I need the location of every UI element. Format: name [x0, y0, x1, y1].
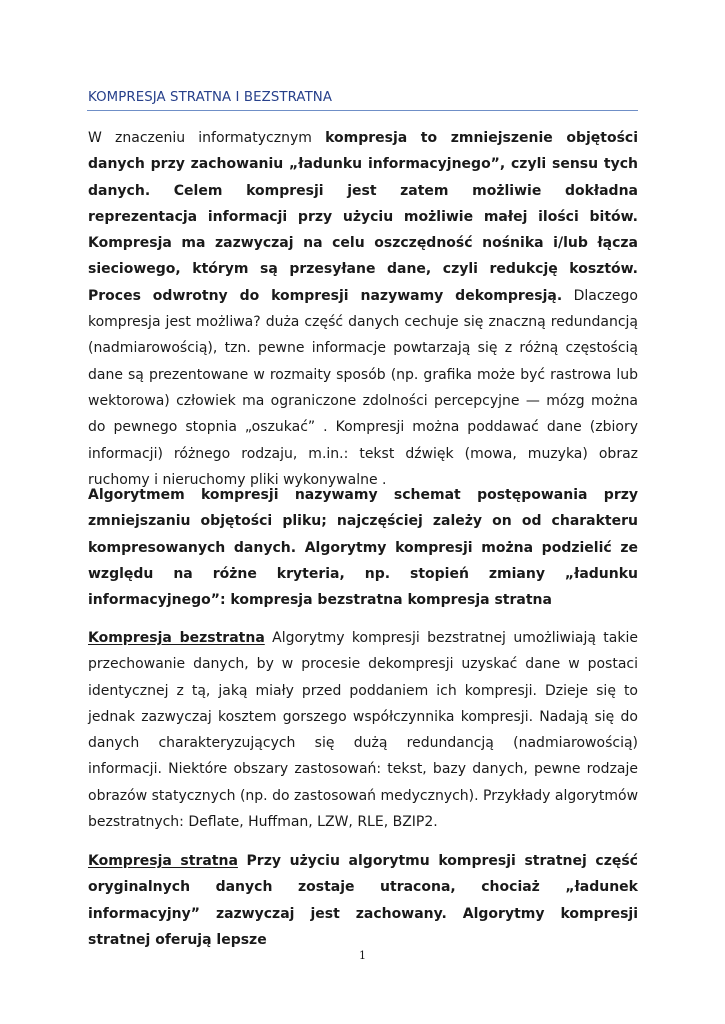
- paragraph-lossy-compression: [88, 848, 638, 953]
- paragraph-compression-algorithm: [88, 482, 638, 613]
- section-heading: KOMPRESJA STRATNA I BEZSTRATNA: [88, 90, 333, 105]
- term-lossy-compression: Kompresja stratna: [88, 853, 238, 869]
- paragraph-text-bold: Przy użyciu algorytmu kompresji stratnej część oryginalnych danych zostaje utracona, chociaż „ładunek informacyjny” zazwyczaj jest zachowany. Algorytmy kompresji stratnej oferują lepsze: [88, 853, 638, 948]
- paragraph-compression-definition: [88, 125, 638, 493]
- paragraph-text-bold: kompresja to zmniejszenie objętości danych przy zachowaniu „ładunku informacyjnego”, czyli sensu tych danych. Celem kompresji jest zatem możliwie dokładna reprezentacja informacji przy użyciu możliwie małej ilości bitów. Kompresja ma zazwyczaj na celu oszczędność nośnika i/lub łącza sieciowego, którym są przesyłane dane, czyli redukcję kosztów. Proces odwrotny do kompresji nazywamy dekompresją.: [88, 130, 639, 304]
- term-lossless-compression: Kompresja bezstratna: [88, 630, 265, 646]
- paragraph-text-normal: W znaczeniu informatycznym: [88, 130, 326, 146]
- page-number: 1: [359, 949, 366, 962]
- heading-underline-rule: [87, 110, 638, 111]
- paragraph-text-normal: Algorytmy kompresji bezstratnej umożliwiają takie przechowanie danych, by w procesie dekompresji uzyskać dane w postaci identycznej z tą, jaką miały przed poddaniem ich kompresji. Dzieje się to jednak zazwyczaj kosztem gorszego współczynnika kompresji. Nadają się do danych charakteryzujących się dużą redundancją (nadmiarowością) informacji. Niektóre obszary zastosowań: tekst, bazy danych, pewne rodzaje obrazów statycznych (np. do zastosowań medycznych). Przykłady algorytmów bezstratnych: Deflate, Huffman, LZW, RLE, BZIP2.: [88, 630, 639, 831]
- paragraph-text-bold: Algorytmem kompresji nazywamy schemat postępowania przy zmniejszaniu objętości pliku; najczęściej zależy on od charakteru kompresowanych danych. Algorytmy kompresji można podzielić ze względu na różne kryteria, np. stopień zmiany „ładunku informacyjnego”: kompresja bezstratna kompresja stratna: [88, 487, 638, 609]
- paragraph-text-normal: Dlaczego kompresja jest możliwa? duża część danych cechuje się znaczną redundancją (nadmiarowością), tzn. pewne informacje powtarzają się z różną częstością dane są prezentowane w rozmaity sposób (np. grafika może być rastrowa lub wektorowa) człowiek ma ograniczone zdolności percepcyjne — mózg można do pewnego stopnia „oszukać” . Kompresji można poddawać dane (zbiory informacji) różnego rodzaju, m.in.: tekst dźwięk (mowa, muzyka) obraz ruchomy i nieruchomy pliki wykonywalne .: [88, 287, 638, 488]
- paragraph-lossless-compression: [88, 625, 638, 835]
